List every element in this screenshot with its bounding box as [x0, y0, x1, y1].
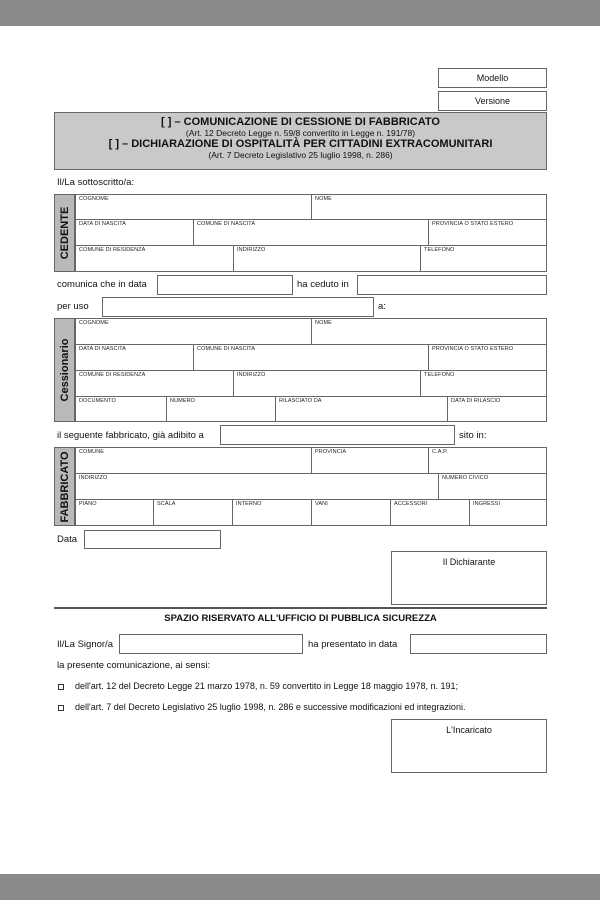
comunica-data-input[interactable]	[157, 275, 293, 295]
ceduto-input[interactable]	[357, 275, 547, 295]
cedente-cognome-label: COGNOME	[79, 196, 109, 202]
cedente-nome-label: NOME	[315, 196, 332, 202]
fabbricato-line-label: il seguente fabbricato, già adibito a	[57, 430, 204, 441]
per-uso-label: per uso	[57, 301, 89, 312]
cessionario-rilasciato-label: RILASCIATO DA	[279, 398, 322, 404]
cessionario-data-nascita[interactable]	[75, 344, 194, 371]
data-label: Data	[57, 534, 78, 545]
cessionario-data-rilascio[interactable]	[447, 396, 547, 422]
cedente-indirizzo[interactable]	[233, 245, 421, 272]
cessionario-comune-nascita-label: COMUNE DI NASCITA	[197, 346, 256, 352]
versione-label: Versione	[474, 96, 511, 106]
fabbricato-scala[interactable]	[153, 499, 233, 526]
watermark	[456, 807, 588, 866]
fabbricato-comune[interactable]	[75, 447, 312, 474]
cedente-comune-nascita[interactable]	[193, 219, 429, 246]
dichiarante-box[interactable]	[391, 551, 547, 605]
fabbricato-interno[interactable]	[232, 499, 312, 526]
cedente-cognome[interactable]	[75, 194, 312, 220]
opt2-checkbox[interactable]	[58, 705, 64, 711]
cedente-side	[54, 194, 75, 272]
fabbricato-comune-label: COMUNE	[79, 449, 105, 455]
ufficio-title: SPAZIO RISERVATO ALL'UFFICIO DI PUBBLICA SICUREZZA	[164, 613, 437, 624]
fabbricato-scala-label: SCALA	[157, 501, 176, 507]
presentato-input[interactable]	[410, 634, 547, 654]
cessionario-indirizzo[interactable]	[233, 370, 421, 397]
fabbricato-civico[interactable]	[438, 473, 547, 500]
fabbricato-accessori-label: ACCESSORI	[394, 501, 428, 507]
cessionario-cognome[interactable]	[75, 318, 312, 345]
cedente-data-nascita-label: DATA DI NASCITA	[79, 221, 127, 227]
fabbricato-indirizzo[interactable]	[75, 473, 439, 500]
opt1-checkbox[interactable]	[58, 684, 64, 690]
cedente-side-label: CEDENTE	[58, 206, 71, 260]
cessionario-comune-nascita[interactable]	[193, 344, 429, 371]
modello-box[interactable]	[438, 68, 547, 88]
cessionario-nome-label: NOME	[315, 320, 332, 326]
cessionario-comune-residenza-label: COMUNE DI RESIDENZA	[79, 372, 146, 378]
a-label: a:	[378, 301, 386, 312]
cedente-telefono[interactable]	[420, 245, 547, 272]
fabbricato-cap[interactable]	[428, 447, 547, 474]
watermark-text: HUARENJIE.COM	[456, 851, 588, 866]
ai-sensi-label: la presente comunicazione, ai sensi:	[57, 660, 211, 671]
sottoscritto-label: Il/La sottoscritto/a:	[57, 177, 135, 188]
fabbricato-cap-label: C.A.P.	[432, 449, 448, 455]
fabbricato-vani-label: VANI	[315, 501, 328, 507]
adibito-input[interactable]	[220, 425, 455, 445]
cessionario-numero-label: NUMERO	[170, 398, 196, 404]
versione-box[interactable]	[438, 91, 547, 111]
header-line3: [ ] – DICHIARAZIONE DI OSPITALITÀ PER CITTADINI EXTRACOMUNITARI	[108, 138, 493, 150]
cessionario-data-rilascio-label: DATA DI RILASCIO	[451, 398, 501, 404]
fabbricato-provincia-label: PROVINCIA	[315, 449, 347, 455]
cessionario-documento[interactable]	[75, 396, 167, 422]
fabbricato-piano-label: PIANO	[79, 501, 97, 507]
fabbricato-civico-label: NUMERO CIVICO	[442, 475, 489, 481]
cedente-comune-nascita-label: COMUNE DI NASCITA	[197, 221, 256, 227]
dichiarante-label: Il Dichiarante	[442, 557, 496, 567]
form-page	[0, 26, 600, 874]
fabbricato-ingressi-label: INGRESSI	[473, 501, 501, 507]
cessionario-cognome-label: COGNOME	[79, 320, 109, 326]
comunica-label: comunica che in data	[57, 279, 147, 290]
signor-label: Il/La Signor/a	[57, 639, 113, 650]
modello-label: Modello	[476, 73, 509, 83]
cedente-comune-residenza-label: COMUNE DI RESIDENZA	[79, 247, 146, 253]
ceduto-label: ha ceduto in	[297, 279, 349, 290]
incaricato-box[interactable]	[391, 719, 547, 773]
cedente-telefono-label: TELEFONO	[424, 247, 455, 253]
cedente-indirizzo-label: INDIRIZZO	[237, 247, 266, 253]
per-uso-input[interactable]	[102, 297, 374, 317]
cessionario-side-label: Cessionario	[58, 338, 71, 402]
cedente-provincia[interactable]	[428, 219, 547, 246]
cedente-comune-residenza[interactable]	[75, 245, 234, 272]
fabbricato-interno-label: INTERNO	[236, 501, 262, 507]
fabbricato-accessori[interactable]	[390, 499, 470, 526]
fabbricato-indirizzo-label: INDIRIZZO	[79, 475, 108, 481]
cessionario-provincia[interactable]	[428, 344, 547, 371]
opt2-label: dell'art. 7 del Decreto Legislativo 25 luglio 1998, n. 286 e successive modificazioni ed integrazioni.	[75, 702, 466, 712]
header-line2: (Art. 12 Decreto Legge n. 59/8 convertito in Legge n. 191/78)	[185, 128, 416, 138]
cessionario-indirizzo-label: INDIRIZZO	[237, 372, 266, 378]
cessionario-telefono[interactable]	[420, 370, 547, 397]
header-line4: (Art. 7 Decreto Legislativo 25 luglio 1998, n. 286)	[208, 150, 393, 160]
header-line1: [ ] – COMUNICAZIONE DI CESSIONE DI FABBRICATO	[161, 116, 440, 128]
cedente-provincia-label: PROVINCIA O STATO ESTERO	[432, 221, 514, 227]
data-input[interactable]	[84, 530, 221, 549]
presentato-label: ha presentato in data	[308, 639, 398, 650]
incaricato-label: L'Incaricato	[446, 725, 492, 735]
fabbricato-vani[interactable]	[311, 499, 391, 526]
form-header	[54, 112, 547, 170]
cessionario-data-nascita-label: DATA DI NASCITA	[79, 346, 127, 352]
cessionario-documento-label: DOCUMENTO	[79, 398, 116, 404]
cessionario-numero[interactable]	[166, 396, 276, 422]
signor-input[interactable]	[119, 634, 303, 654]
sito-label: sito in:	[459, 430, 487, 441]
watermark-glyph: 華人街	[492, 815, 588, 850]
cessionario-provincia-label: PROVINCIA O STATO ESTERO	[432, 346, 514, 352]
fabbricato-side-label: FABBRICATO	[58, 450, 71, 523]
cessionario-comune-residenza[interactable]	[75, 370, 234, 397]
fabbricato-piano[interactable]	[75, 499, 154, 526]
cedente-nome[interactable]	[311, 194, 547, 220]
fabbricato-ingressi[interactable]	[469, 499, 547, 526]
cessionario-nome[interactable]	[311, 318, 547, 345]
fabbricato-provincia[interactable]	[311, 447, 429, 474]
fabbricato-side	[54, 447, 75, 526]
section-divider	[54, 607, 547, 609]
cessionario-telefono-label: TELEFONO	[424, 372, 455, 378]
opt1-label: dell'art. 12 del Decreto Legge 21 marzo 1978, n. 59 convertito in Legge 18 maggio 1978, n. 191;	[75, 681, 458, 691]
cedente-data-nascita[interactable]	[75, 219, 194, 246]
cessionario-side	[54, 318, 75, 422]
cessionario-rilasciato[interactable]	[275, 396, 448, 422]
